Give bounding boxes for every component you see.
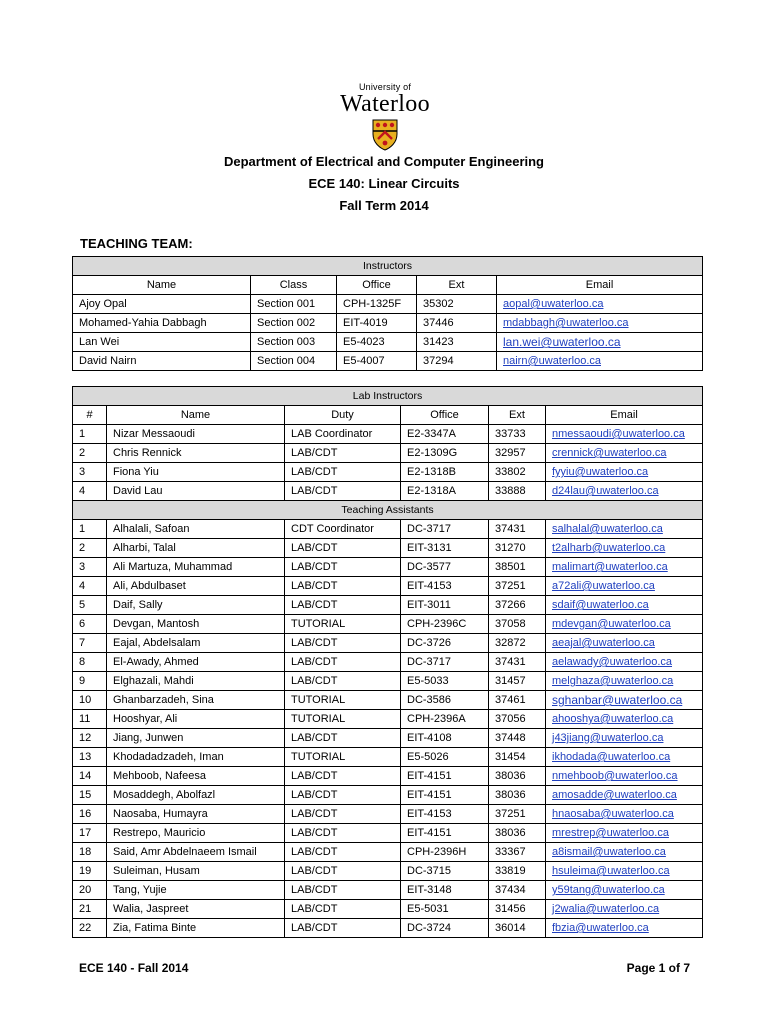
- table-row: [73, 691, 703, 710]
- university-logo: [340, 82, 430, 151]
- table-cell: 33888: [489, 482, 546, 501]
- table-row: [73, 596, 703, 615]
- table-row: [73, 767, 703, 786]
- email-link[interactable]: hsuleima@uwaterloo.ca: [552, 865, 670, 877]
- table-row: [73, 520, 703, 539]
- table-cell: 16: [73, 805, 107, 824]
- table-row: [73, 786, 703, 805]
- email-cell: [546, 767, 703, 786]
- table-cell: 32957: [489, 444, 546, 463]
- column-header: Class: [251, 276, 337, 295]
- table-cell: 33802: [489, 463, 546, 482]
- table-cell: 38036: [489, 786, 546, 805]
- table-cell: Alharbi, Talal: [107, 539, 285, 558]
- footer-course: ECE 140 - Fall 2014: [79, 961, 189, 975]
- table-cell: DC-3586: [401, 691, 489, 710]
- table-cell: 15: [73, 786, 107, 805]
- table-cell: 10: [73, 691, 107, 710]
- table-cell: LAB/CDT: [285, 824, 401, 843]
- term-title: Fall Term 2014: [339, 198, 429, 213]
- table-cell: EIT-3131: [401, 539, 489, 558]
- table-cell: LAB/CDT: [285, 786, 401, 805]
- table-cell: EIT-4019: [337, 314, 417, 333]
- table-cell: Zia, Fatima Binte: [107, 919, 285, 938]
- column-header: Email: [497, 276, 703, 295]
- column-header: Name: [107, 406, 285, 425]
- email-cell: [546, 862, 703, 881]
- column-header: #: [73, 406, 107, 425]
- table-cell: CPH-2396C: [401, 615, 489, 634]
- table-row: [73, 314, 703, 333]
- table-cell: Mosaddegh, Abolfazl: [107, 786, 285, 805]
- table-cell: Mehboob, Nafeesa: [107, 767, 285, 786]
- email-cell: [497, 314, 703, 333]
- table-cell: 8: [73, 653, 107, 672]
- table-cell: Section 002: [251, 314, 337, 333]
- column-header: Office: [337, 276, 417, 295]
- email-cell: [546, 539, 703, 558]
- table-cell: 38036: [489, 767, 546, 786]
- table-row: [73, 729, 703, 748]
- column-header: Ext: [489, 406, 546, 425]
- instructors-table: [72, 256, 703, 371]
- table-cell: LAB/CDT: [285, 596, 401, 615]
- table-cell: E2-1318A: [401, 482, 489, 501]
- table-cell: LAB/CDT: [285, 881, 401, 900]
- table-cell: 37434: [489, 881, 546, 900]
- email-link[interactable]: mdevgan@uwaterloo.ca: [552, 618, 671, 630]
- table-cell: 37251: [489, 805, 546, 824]
- table-cell: LAB/CDT: [285, 729, 401, 748]
- table-cell: LAB/CDT: [285, 653, 401, 672]
- table-cell: David Nairn: [73, 352, 251, 371]
- table-cell: Chris Rennick: [107, 444, 285, 463]
- footer-page-number: Page 1 of 7: [626, 961, 690, 975]
- table-cell: Eajal, Abdelsalam: [107, 634, 285, 653]
- table-cell: 37431: [489, 653, 546, 672]
- table-cell: Suleiman, Husam: [107, 862, 285, 881]
- table-cell: Walia, Jaspreet: [107, 900, 285, 919]
- email-link[interactable]: nairn@uwaterloo.ca: [503, 355, 601, 367]
- email-cell: [546, 672, 703, 691]
- table-cell: Tang, Yujie: [107, 881, 285, 900]
- email-link[interactable]: ikhodada@uwaterloo.ca: [552, 751, 671, 763]
- email-cell: [546, 425, 703, 444]
- course-title: ECE 140: Linear Circuits: [308, 176, 460, 191]
- table-cell: 31457: [489, 672, 546, 691]
- email-cell: [546, 900, 703, 919]
- table-row: [73, 482, 703, 501]
- email-link[interactable]: malimart@uwaterloo.ca: [552, 561, 668, 573]
- email-link[interactable]: nmessaoudi@uwaterloo.ca: [552, 428, 685, 440]
- table-cell: LAB/CDT: [285, 463, 401, 482]
- table-cell: 1: [73, 425, 107, 444]
- table-cell: 37294: [417, 352, 497, 371]
- table-cell: DC-3577: [401, 558, 489, 577]
- table-cell: E2-1318B: [401, 463, 489, 482]
- email-link[interactable]: t2alharb@uwaterloo.ca: [552, 542, 666, 554]
- table-cell: 31270: [489, 539, 546, 558]
- table-cell: LAB/CDT: [285, 539, 401, 558]
- email-link[interactable]: melghaza@uwaterloo.ca: [552, 675, 674, 687]
- table-cell: 11: [73, 710, 107, 729]
- table-cell: 7: [73, 634, 107, 653]
- table-cell: 31423: [417, 333, 497, 352]
- email-link[interactable]: j2walia@uwaterloo.ca: [552, 903, 660, 915]
- email-cell: [546, 843, 703, 862]
- table-row: [73, 862, 703, 881]
- table-cell: 38501: [489, 558, 546, 577]
- teaching-assistants-title: Teaching Assistants: [73, 501, 703, 520]
- table-cell: TUTORIAL: [285, 748, 401, 767]
- table-cell: 9: [73, 672, 107, 691]
- table-row: [73, 748, 703, 767]
- table-cell: DC-3715: [401, 862, 489, 881]
- table-cell: LAB/CDT: [285, 444, 401, 463]
- department-title: Department of Electrical and Computer Engineering: [224, 154, 544, 169]
- email-cell: [546, 786, 703, 805]
- email-link[interactable]: mdabbagh@uwaterloo.ca: [503, 317, 629, 329]
- table-cell: 19: [73, 862, 107, 881]
- table-cell: 32872: [489, 634, 546, 653]
- table-cell: Ali Martuza, Muhammad: [107, 558, 285, 577]
- table-cell: LAB/CDT: [285, 862, 401, 881]
- table-cell: 4: [73, 577, 107, 596]
- email-cell: [497, 352, 703, 371]
- table-cell: 33819: [489, 862, 546, 881]
- table-cell: 2: [73, 444, 107, 463]
- table-row: [73, 805, 703, 824]
- table-cell: EIT-4153: [401, 805, 489, 824]
- table-cell: 2: [73, 539, 107, 558]
- email-cell: [546, 748, 703, 767]
- table-cell: LAB/CDT: [285, 767, 401, 786]
- table-cell: Section 003: [251, 333, 337, 352]
- table-row: [73, 843, 703, 862]
- table-cell: E5-5033: [401, 672, 489, 691]
- email-link[interactable]: aopal@uwaterloo.ca: [503, 298, 604, 310]
- lab-instructors-title: Lab Instructors: [73, 387, 703, 406]
- table-cell: Jiang, Junwen: [107, 729, 285, 748]
- table-row: [73, 672, 703, 691]
- table-cell: E2-1309G: [401, 444, 489, 463]
- email-cell: [497, 295, 703, 314]
- lab-instructors-table: [72, 386, 703, 938]
- email-cell: [546, 805, 703, 824]
- table-cell: EIT-3011: [401, 596, 489, 615]
- table-cell: TUTORIAL: [285, 691, 401, 710]
- table-row: [73, 919, 703, 938]
- email-cell: [546, 691, 703, 710]
- table-cell: 33733: [489, 425, 546, 444]
- email-cell: [546, 710, 703, 729]
- table-cell: 37266: [489, 596, 546, 615]
- table-cell: 1: [73, 520, 107, 539]
- table-cell: LAB/CDT: [285, 843, 401, 862]
- table-cell: 36014: [489, 919, 546, 938]
- table-row: [73, 824, 703, 843]
- table-cell: 37056: [489, 710, 546, 729]
- table-cell: EIT-4153: [401, 577, 489, 596]
- table-row: [73, 333, 703, 352]
- table-cell: El-Awady, Ahmed: [107, 653, 285, 672]
- table-row: [73, 634, 703, 653]
- email-link[interactable]: amosadde@uwaterloo.ca: [552, 789, 677, 801]
- table-cell: 31454: [489, 748, 546, 767]
- email-link[interactable]: aeajal@uwaterloo.ca: [552, 637, 655, 649]
- teaching-team-heading: TEACHING TEAM:: [80, 236, 193, 251]
- email-link[interactable]: fbzia@uwaterloo.ca: [552, 922, 649, 934]
- table-cell: 12: [73, 729, 107, 748]
- table-cell: 20: [73, 881, 107, 900]
- table-cell: 35302: [417, 295, 497, 314]
- table-row: [73, 900, 703, 919]
- table-cell: Ajoy Opal: [73, 295, 251, 314]
- table-cell: TUTORIAL: [285, 615, 401, 634]
- table-row: [73, 352, 703, 371]
- email-link[interactable]: fyyiu@uwaterloo.ca: [552, 466, 649, 478]
- table-cell: 31456: [489, 900, 546, 919]
- table-cell: 38036: [489, 824, 546, 843]
- table-cell: E5-4007: [337, 352, 417, 371]
- table-row: [73, 444, 703, 463]
- email-link[interactable]: sghanbar@uwaterloo.ca: [552, 693, 683, 707]
- email-cell: [546, 615, 703, 634]
- email-link[interactable]: a72ali@uwaterloo.ca: [552, 580, 655, 592]
- table-cell: Hooshyar, Ali: [107, 710, 285, 729]
- table-row: [73, 463, 703, 482]
- email-cell: [546, 634, 703, 653]
- table-cell: Lan Wei: [73, 333, 251, 352]
- email-cell: [546, 824, 703, 843]
- email-cell: [546, 444, 703, 463]
- table-cell: 37446: [417, 314, 497, 333]
- email-cell: [546, 596, 703, 615]
- table-cell: Devgan, Mantosh: [107, 615, 285, 634]
- table-row: [73, 577, 703, 596]
- table-cell: Elghazali, Mahdi: [107, 672, 285, 691]
- table-row: [73, 615, 703, 634]
- table-cell: CDT Coordinator: [285, 520, 401, 539]
- table-cell: EIT-4151: [401, 786, 489, 805]
- table-cell: 13: [73, 748, 107, 767]
- table-cell: 14: [73, 767, 107, 786]
- email-cell: [546, 729, 703, 748]
- table-cell: DC-3717: [401, 520, 489, 539]
- email-link[interactable]: salhalal@uwaterloo.ca: [552, 523, 663, 535]
- table-cell: LAB/CDT: [285, 900, 401, 919]
- table-cell: 18: [73, 843, 107, 862]
- table-cell: 3: [73, 463, 107, 482]
- email-link[interactable]: lan.wei@uwaterloo.ca: [503, 335, 621, 349]
- email-link[interactable]: hnaosaba@uwaterloo.ca: [552, 808, 674, 820]
- table-cell: DC-3724: [401, 919, 489, 938]
- table-row: [73, 539, 703, 558]
- table-cell: David Lau: [107, 482, 285, 501]
- table-cell: LAB/CDT: [285, 634, 401, 653]
- table-cell: EIT-4108: [401, 729, 489, 748]
- email-link[interactable]: d24lau@uwaterloo.ca: [552, 485, 659, 497]
- email-link[interactable]: crennick@uwaterloo.ca: [552, 447, 667, 459]
- email-link[interactable]: y59tang@uwaterloo.ca: [552, 884, 665, 896]
- table-cell: 37448: [489, 729, 546, 748]
- table-cell: Section 004: [251, 352, 337, 371]
- email-cell: [546, 482, 703, 501]
- column-header: Ext: [417, 276, 497, 295]
- table-cell: LAB/CDT: [285, 558, 401, 577]
- table-cell: EIT-4151: [401, 824, 489, 843]
- table-cell: 33367: [489, 843, 546, 862]
- table-cell: Mohamed-Yahia Dabbagh: [73, 314, 251, 333]
- table-header-row: [73, 406, 703, 425]
- email-link[interactable]: j43jiang@uwaterloo.ca: [552, 732, 664, 744]
- table-cell: CPH-2396A: [401, 710, 489, 729]
- email-cell: [546, 463, 703, 482]
- table-cell: E5-5026: [401, 748, 489, 767]
- column-header: Email: [546, 406, 703, 425]
- table-cell: EIT-3148: [401, 881, 489, 900]
- table-cell: 6: [73, 615, 107, 634]
- table-cell: Daif, Sally: [107, 596, 285, 615]
- email-cell: [546, 653, 703, 672]
- table-row: [73, 558, 703, 577]
- table-cell: Said, Amr Abdelnaeem Ismail: [107, 843, 285, 862]
- table-cell: 4: [73, 482, 107, 501]
- table-cell: 17: [73, 824, 107, 843]
- email-cell: [546, 520, 703, 539]
- email-link[interactable]: mrestrep@uwaterloo.ca: [552, 827, 669, 839]
- table-header-row: [73, 276, 703, 295]
- table-cell: 37251: [489, 577, 546, 596]
- table-cell: E5-4023: [337, 333, 417, 352]
- column-header: Office: [401, 406, 489, 425]
- column-header: Name: [73, 276, 251, 295]
- table-cell: LAB/CDT: [285, 919, 401, 938]
- table-row: [73, 425, 703, 444]
- table-cell: LAB/CDT: [285, 805, 401, 824]
- table-cell: Restrepo, Mauricio: [107, 824, 285, 843]
- table-cell: LAB/CDT: [285, 577, 401, 596]
- table-cell: 22: [73, 919, 107, 938]
- table-cell: 21: [73, 900, 107, 919]
- table-cell: 3: [73, 558, 107, 577]
- email-cell: [546, 881, 703, 900]
- table-cell: LAB/CDT: [285, 482, 401, 501]
- email-cell: [546, 919, 703, 938]
- table-cell: Fiona Yiu: [107, 463, 285, 482]
- table-row: [73, 710, 703, 729]
- email-link[interactable]: aelawady@uwaterloo.ca: [552, 656, 673, 668]
- shield-icon: [372, 119, 398, 151]
- table-cell: CPH-1325F: [337, 295, 417, 314]
- table-cell: Naosaba, Humayra: [107, 805, 285, 824]
- table-cell: EIT-4151: [401, 767, 489, 786]
- table-cell: CPH-2396H: [401, 843, 489, 862]
- instructors-title: Instructors: [73, 257, 703, 276]
- table-row: [73, 881, 703, 900]
- table-cell: E2-3347A: [401, 425, 489, 444]
- table-row: [73, 653, 703, 672]
- table-cell: TUTORIAL: [285, 710, 401, 729]
- email-cell: [546, 577, 703, 596]
- table-cell: Ghanbarzadeh, Sina: [107, 691, 285, 710]
- logo-waterloo: Waterloo: [340, 91, 430, 117]
- email-link[interactable]: sdaif@uwaterloo.ca: [552, 599, 649, 611]
- email-cell: [546, 558, 703, 577]
- email-cell: [497, 333, 703, 352]
- table-cell: DC-3717: [401, 653, 489, 672]
- table-cell: 37461: [489, 691, 546, 710]
- table-cell: LAB Coordinator: [285, 425, 401, 444]
- table-cell: Section 001: [251, 295, 337, 314]
- table-cell: Nizar Messaoudi: [107, 425, 285, 444]
- table-cell: LAB/CDT: [285, 672, 401, 691]
- email-link[interactable]: a8ismail@uwaterloo.ca: [552, 846, 666, 858]
- table-cell: Alhalali, Safoan: [107, 520, 285, 539]
- table-cell: 5: [73, 596, 107, 615]
- table-cell: 37431: [489, 520, 546, 539]
- table-cell: Ali, Abdulbaset: [107, 577, 285, 596]
- email-link[interactable]: ahooshya@uwaterloo.ca: [552, 713, 674, 725]
- table-row: [73, 295, 703, 314]
- table-cell: Khodadadzadeh, Iman: [107, 748, 285, 767]
- table-cell: 37058: [489, 615, 546, 634]
- logo-university-of: University of: [358, 82, 412, 92]
- table-cell: E5-5031: [401, 900, 489, 919]
- column-header: Duty: [285, 406, 401, 425]
- email-link[interactable]: nmehboob@uwaterloo.ca: [552, 770, 678, 782]
- table-cell: DC-3726: [401, 634, 489, 653]
